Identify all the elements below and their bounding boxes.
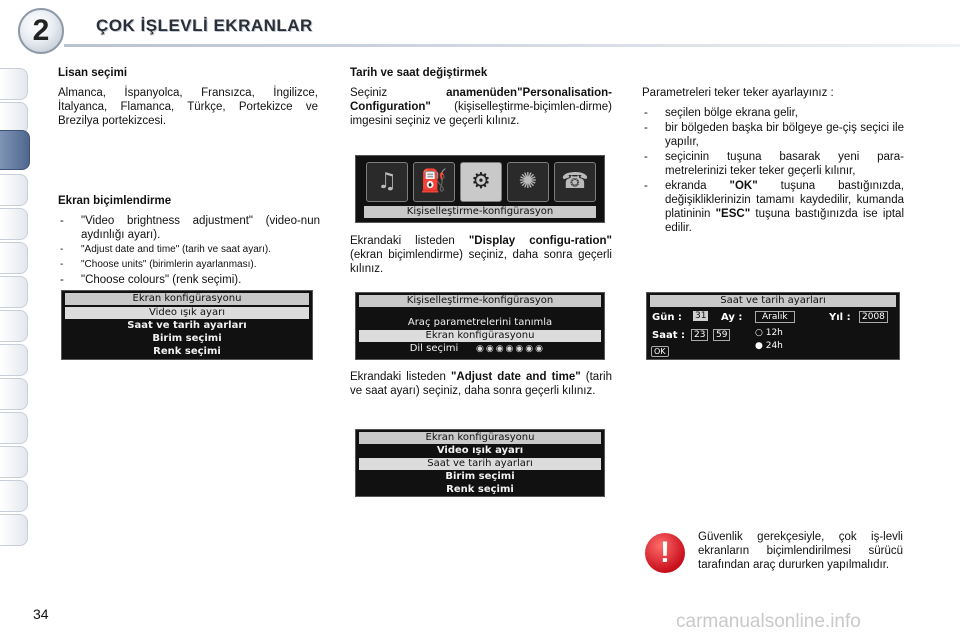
side-tab[interactable] xyxy=(0,174,28,206)
screen-menu-item[interactable]: Birim seçimi xyxy=(445,471,515,482)
day-label: Gün : xyxy=(652,312,682,323)
side-tab[interactable] xyxy=(0,68,28,100)
side-tab[interactable] xyxy=(0,310,28,342)
year-value[interactable]: 2008 xyxy=(859,311,888,323)
column-left xyxy=(58,66,318,128)
month-value[interactable]: Aralık xyxy=(755,311,795,323)
screen-menu-item[interactable]: Araç parametrelerini tanımla xyxy=(407,317,553,328)
navigation-icon[interactable]: ✺ xyxy=(507,162,549,202)
radio-on-icon: ● xyxy=(755,341,763,351)
header-divider xyxy=(64,44,960,47)
params-list xyxy=(642,106,904,235)
side-tab[interactable] xyxy=(0,276,28,308)
list-item: - ekranda "OK" tuşuna bastığınızda, değişikliklerinizin tamamı kaydedilir, kumanda platininin "ESC" tuşuna bastığınızda ise iptal edilir. xyxy=(642,179,904,235)
list-item: - seçicinin tuşuna basarak yeni para-metrelerinizi teker teker geçerli kılınır, xyxy=(642,150,904,178)
list-item: - "Video brightness adjustment" (video-nun aydınlığı ayarı). xyxy=(58,214,320,242)
ok-button[interactable]: OK xyxy=(651,346,669,357)
side-tab[interactable] xyxy=(0,344,28,376)
language-flags-icon[interactable]: ◉◉◉◉◉◉◉ xyxy=(476,344,545,354)
column-middle xyxy=(350,66,612,128)
side-tab[interactable] xyxy=(0,208,28,240)
hour-label: Saat : xyxy=(652,330,685,341)
side-tab[interactable] xyxy=(0,480,28,512)
month-label: Ay : xyxy=(721,312,743,323)
radio-off-icon: ○ xyxy=(755,328,763,338)
side-tab[interactable] xyxy=(0,412,28,444)
side-tab[interactable] xyxy=(0,446,28,478)
display-config-instruction xyxy=(350,234,612,276)
screen-menu-item[interactable]: Saat ve tarih ayarları xyxy=(359,458,601,470)
language-text: Almanca, İspanyolca, Fransızca, İngilizce, İtalyanca, Flamanca, Türkçe, Portekizce ve Brezilya portekizcesi. xyxy=(58,87,318,127)
list-item: - bir bölgeden başka bir bölgeye ge-çiş seçici ile yapılır, xyxy=(642,121,904,149)
screen-caption: Kişiselleştirme-konfigürasyon xyxy=(364,206,596,218)
display-config-section xyxy=(58,194,320,288)
instruction-text: Ekrandaki listeden "Display configu-ration" (ekran biçimlendirme) seçiniz, daha sonra geçerli kılınız. xyxy=(350,235,612,275)
screen-menu-item[interactable]: Renk seçimi xyxy=(446,484,514,495)
screen-title: Kişiselleştirme-konfigürasyon xyxy=(359,295,601,307)
minute-value[interactable]: 59 xyxy=(713,329,730,341)
format-12h-option[interactable]: ○ 12h xyxy=(755,328,783,338)
datetime-heading: Tarih ve saat değiştirmek xyxy=(350,67,488,79)
screen-display-config-2 xyxy=(355,429,605,497)
hour-value[interactable]: 23 xyxy=(691,329,708,341)
watermark: carmanualsonline.info xyxy=(676,611,861,632)
safety-warning xyxy=(698,530,903,572)
list-item: - "Adjust date and time" (tarih ve saat ayarı). xyxy=(58,243,320,257)
side-tab-active[interactable] xyxy=(0,130,30,170)
language-heading: Lisan seçimi xyxy=(58,67,128,79)
list-item: - "Choose colours" (renk seçimi). xyxy=(58,273,320,287)
screen-title: Ekran konfigürasyonu xyxy=(65,293,309,305)
screen-personalisation xyxy=(355,292,605,360)
year-label: Yıl : xyxy=(829,312,851,323)
column-right xyxy=(642,86,904,236)
screen-main-menu-icons xyxy=(355,155,605,223)
format-24h-option[interactable]: ● 24h xyxy=(755,341,783,351)
settings-sliders-icon[interactable]: ⚙ xyxy=(460,162,502,202)
screen-menu-item[interactable]: Dil seçimi xyxy=(409,343,459,354)
screen-menu-item[interactable]: Video ışık ayarı xyxy=(65,307,309,319)
side-tab[interactable] xyxy=(0,242,28,274)
display-config-heading: Ekran biçimlendirme xyxy=(58,195,172,207)
screen-menu-item[interactable]: Renk seçimi xyxy=(153,346,221,357)
list-item: - seçilen bölge ekrana gelir, xyxy=(642,106,904,120)
screen-menu-item[interactable]: Birim seçimi xyxy=(152,333,222,344)
warning-icon: ! xyxy=(645,533,685,573)
day-value[interactable]: 31 xyxy=(695,311,707,321)
screen-title: Saat ve tarih ayarları xyxy=(650,295,896,307)
side-tab[interactable] xyxy=(0,514,28,546)
screen-menu-item[interactable]: Video ışık ayarı xyxy=(436,445,524,456)
fuel-pump-icon[interactable]: ⛽ xyxy=(413,162,455,202)
side-tab[interactable] xyxy=(0,378,28,410)
side-tab-strip xyxy=(0,68,32,573)
params-intro: Parametreleri teker teker ayarlayınız : xyxy=(642,87,834,99)
screen-menu-item[interactable]: Ekran konfigürasyonu xyxy=(359,330,601,342)
screen-title: Ekran konfigürasyonu xyxy=(359,432,601,444)
chapter-badge: 2 xyxy=(18,8,64,54)
page-title: ÇOK İŞLEVLİ EKRANLAR xyxy=(96,16,313,35)
warning-text: Güvenlik gerekçesiyle, çok iş-levli ekranların biçimlendirilmesi sürücü tarafından araç dururken yapılmalıdır. xyxy=(698,531,903,571)
screen-menu-item[interactable]: Saat ve tarih ayarları xyxy=(127,320,247,331)
display-config-list xyxy=(58,214,320,287)
screen-date-time-settings xyxy=(646,292,900,360)
instruction-text: Ekrandaki listeden "Adjust date and time" (tarih ve saat ayarı) seçiniz, daha sonra geçerli kılınız. xyxy=(350,371,612,397)
page-number: 34 xyxy=(33,606,49,622)
audio-icon[interactable]: ♫ xyxy=(366,162,408,202)
datetime-intro: Seçiniz anamenüden"Personalisation-Configuration" (kişiselleştirme-biçimlen-dirme) imgesini seçiniz ve geçerli kılınız. xyxy=(350,87,612,127)
phone-icon[interactable]: ☎ xyxy=(554,162,596,202)
list-item: - "Choose units" (birimlerin ayarlanması). xyxy=(58,258,320,272)
adjust-date-instruction xyxy=(350,370,612,398)
